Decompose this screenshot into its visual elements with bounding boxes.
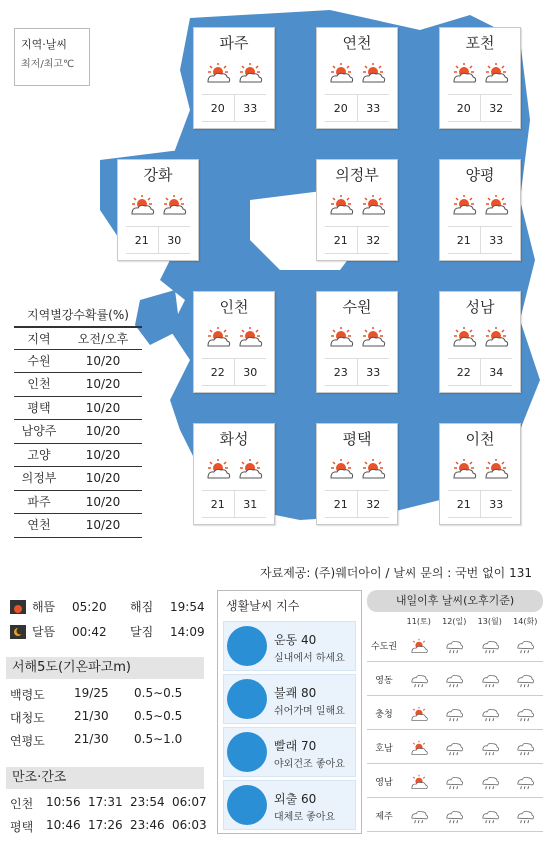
tide-time: 23:54 (130, 795, 165, 809)
wave-height: 0.5∼0.5 (134, 709, 183, 723)
forecast-region: 영남 (375, 778, 393, 788)
map-legend (14, 28, 90, 86)
precip-value: 10/20 (85, 400, 121, 415)
pm-sun-cloud-icon (482, 194, 510, 216)
rain-cloud-icon (472, 739, 508, 757)
city-low: 21 (448, 491, 481, 517)
outing-icon (227, 785, 267, 825)
am-sun-cloud-icon (204, 326, 232, 348)
pm-sun-cloud-icon (482, 458, 510, 480)
precip-title: 지역별강수확률(%) (27, 308, 129, 322)
rain-cloud-icon (437, 705, 473, 723)
tide-title: 만조·간조 (6, 767, 204, 789)
city-card (439, 27, 521, 129)
moonset-time: 14:09 (170, 624, 205, 639)
precip-table (14, 304, 142, 538)
table-row (14, 373, 142, 397)
wave-height: 0.5∼0.5 (134, 686, 183, 700)
pm-sun-cloud-icon (359, 194, 387, 216)
laundry-icon (227, 732, 267, 772)
forecast-day: 11(토) (406, 617, 431, 626)
table-row (14, 467, 142, 491)
rain-cloud-icon (472, 637, 508, 655)
tide-time: 10:46 (46, 818, 81, 832)
precip-region: 연천 (27, 518, 51, 532)
city-name: 성남 (465, 298, 495, 316)
forecast-row (367, 800, 543, 832)
rain-cloud-icon (508, 773, 544, 791)
precip-region: 수원 (27, 353, 51, 368)
precip-region: 평택 (27, 400, 51, 415)
city-name: 연천 (342, 34, 372, 52)
rain-cloud-icon (437, 739, 473, 757)
precip-head-region: 지역 (27, 332, 51, 346)
wave-temp: 21/30 (74, 709, 109, 723)
sunrise-time: 05:20 (72, 599, 107, 614)
sunset-label: 해짐 (130, 600, 154, 614)
forecast-row (367, 630, 543, 662)
index-desc: 대체로 좋아요 (274, 812, 336, 823)
am-sun-cloud-icon (327, 194, 355, 216)
forecast-day: 12(일) (442, 617, 467, 626)
forecast-panel (367, 590, 543, 834)
am-sun-cloud-icon (450, 62, 478, 84)
moonset-label: 달짐 (130, 625, 154, 639)
table-row (10, 686, 182, 703)
tide-time: 23:46 (130, 818, 165, 832)
city-name: 양평 (465, 166, 495, 184)
tide-time: 17:26 (88, 818, 123, 832)
wave-temp: 19/25 (74, 686, 109, 700)
city-name: 포천 (465, 34, 495, 52)
precip-value: 10/20 (85, 377, 121, 391)
sun-cloud-icon (401, 739, 437, 757)
precip-region: 인천 (27, 377, 51, 391)
sunrise-label: 해뜸 (32, 600, 56, 614)
precip-value: 10/20 (85, 494, 121, 509)
city-high: 33 (366, 366, 381, 379)
precip-value: 10/20 (85, 471, 121, 485)
city-high: 34 (489, 366, 504, 379)
data-credit: 자료제공: (주)웨더아이 / 날씨 문의 : 국번 없이 131 (260, 566, 532, 580)
index-label: 외출 60 (274, 792, 317, 806)
am-sun-cloud-icon (450, 194, 478, 216)
sunrise-row (10, 598, 205, 615)
precip-head-value: 오전/오후 (77, 332, 129, 346)
forecast-region: 영동 (375, 676, 393, 686)
pm-sun-cloud-icon (359, 62, 387, 84)
rain-cloud-icon (437, 807, 473, 825)
forecast-days (401, 616, 543, 627)
city-card (316, 291, 398, 393)
exercise-icon (227, 626, 267, 666)
index-label: 빨래 70 (274, 739, 317, 753)
pm-sun-cloud-icon (236, 62, 264, 84)
am-sun-cloud-icon (204, 458, 232, 480)
sunrise-icon (10, 600, 26, 614)
am-sun-cloud-icon (128, 194, 156, 216)
city-card (316, 159, 398, 261)
table-row (14, 444, 142, 468)
sunset-time: 19:54 (170, 599, 205, 614)
city-high: 32 (366, 498, 381, 511)
life-index-title: 생활날씨 지수 (226, 599, 300, 613)
city-card (193, 27, 275, 129)
city-card (316, 423, 398, 525)
table-row (14, 420, 142, 444)
precip-header (14, 326, 142, 350)
forecast-region: 수도권 (370, 642, 398, 652)
table-row (10, 818, 207, 835)
rain-cloud-icon (508, 671, 544, 689)
wave-place: 백령도 (10, 688, 45, 702)
city-low: 23 (325, 359, 358, 385)
tide-time: 17:31 (88, 795, 123, 809)
forecast-day: 13(월) (477, 617, 502, 626)
wave-place: 대청도 (10, 711, 45, 725)
table-row (14, 491, 142, 515)
rain-cloud-icon (437, 671, 473, 689)
forecast-row (367, 698, 543, 730)
city-name: 의정부 (335, 166, 379, 184)
city-high: 33 (489, 498, 504, 511)
city-high: 32 (489, 102, 504, 115)
index-label: 운동 40 (274, 633, 317, 647)
forecast-row (367, 766, 543, 798)
city-name: 강화 (143, 166, 173, 184)
wave-temp: 21/30 (74, 732, 109, 746)
moonrise-row (10, 623, 205, 640)
city-low: 21 (126, 227, 159, 253)
am-sun-cloud-icon (450, 458, 478, 480)
table-row (14, 397, 142, 421)
am-sun-cloud-icon (204, 62, 232, 84)
pm-sun-cloud-icon (359, 458, 387, 480)
index-item (223, 674, 356, 724)
rain-cloud-icon (472, 773, 508, 791)
sun-cloud-icon (401, 637, 437, 655)
discomfort-icon (227, 679, 267, 719)
tide-place: 인천 (10, 797, 34, 811)
forecast-title: 내일이후 날씨(오후기준) (367, 590, 543, 612)
am-sun-cloud-icon (327, 62, 355, 84)
city-low: 20 (202, 95, 235, 121)
city-high: 30 (243, 366, 258, 379)
city-high: 32 (366, 234, 381, 247)
am-sun-cloud-icon (327, 326, 355, 348)
tide-time: 06:03 (172, 818, 207, 832)
city-low: 21 (325, 491, 358, 517)
wave-place: 연평도 (10, 734, 45, 748)
precip-value: 10/20 (85, 424, 121, 438)
index-desc: 쉬어가며 일해요 (274, 706, 345, 717)
forecast-row (367, 664, 543, 696)
rain-cloud-icon (401, 671, 437, 689)
forecast-row (367, 732, 543, 764)
rain-cloud-icon (508, 807, 544, 825)
pm-sun-cloud-icon (236, 458, 264, 480)
sun-cloud-icon (401, 705, 437, 723)
pm-sun-cloud-icon (236, 326, 264, 348)
rain-cloud-icon (472, 705, 508, 723)
precip-region: 파주 (27, 494, 51, 509)
forecast-region: 충청 (375, 710, 393, 720)
city-card (117, 159, 199, 261)
precip-value: 10/20 (85, 353, 121, 368)
tide-time: 10:56 (46, 795, 81, 809)
city-card (316, 27, 398, 129)
precip-region: 남양주 (21, 424, 57, 438)
index-item (223, 621, 356, 671)
tide-place: 평택 (10, 820, 34, 834)
rain-cloud-icon (472, 807, 508, 825)
table-row (10, 709, 182, 726)
forecast-day: 14(화) (513, 617, 538, 626)
precip-value: 10/20 (85, 518, 121, 532)
city-name: 파주 (219, 34, 249, 52)
city-card (439, 159, 521, 261)
rain-cloud-icon (437, 637, 473, 655)
pm-sun-cloud-icon (482, 62, 510, 84)
am-sun-cloud-icon (327, 458, 355, 480)
forecast-region: 호남 (375, 744, 393, 754)
city-low: 20 (325, 95, 358, 121)
index-item (223, 727, 356, 777)
index-desc: 실내에서 하세요 (274, 653, 345, 664)
tide-time: 06:07 (172, 795, 207, 809)
city-name: 평택 (342, 430, 372, 448)
precip-region: 의정부 (21, 471, 57, 485)
am-sun-cloud-icon (450, 326, 478, 348)
city-low: 21 (448, 227, 481, 253)
legend-title: 지역·날씨 (21, 38, 68, 51)
moonrise-label: 달뜸 (32, 625, 56, 639)
table-row (10, 795, 207, 812)
moonrise-time: 00:42 (72, 624, 107, 639)
index-item (223, 780, 356, 830)
rain-cloud-icon (508, 705, 544, 723)
city-low: 20 (448, 95, 481, 121)
table-row (14, 350, 142, 374)
wave-height: 0.5∼1.0 (134, 732, 183, 746)
city-high: 30 (167, 234, 182, 247)
city-low: 21 (202, 491, 235, 517)
city-card (439, 291, 521, 393)
index-label: 불쾌 80 (274, 686, 317, 700)
city-high: 33 (489, 234, 504, 247)
rain-cloud-icon (508, 637, 544, 655)
forecast-region: 제주 (375, 812, 393, 822)
city-name: 이천 (465, 430, 495, 448)
city-card (193, 423, 275, 525)
precip-region: 고양 (27, 447, 51, 462)
table-row (10, 732, 182, 749)
city-card (193, 291, 275, 393)
pm-sun-cloud-icon (482, 326, 510, 348)
rain-cloud-icon (508, 739, 544, 757)
moon-icon (10, 625, 26, 639)
city-card (439, 423, 521, 525)
rain-cloud-icon (472, 671, 508, 689)
table-row (14, 514, 142, 538)
city-high: 33 (366, 102, 381, 115)
city-name: 인천 (219, 298, 249, 316)
city-name: 수원 (342, 298, 372, 316)
life-index-panel (217, 590, 362, 834)
city-high: 31 (243, 498, 258, 511)
city-name: 화성 (219, 430, 249, 448)
pm-sun-cloud-icon (359, 326, 387, 348)
city-low: 21 (325, 227, 358, 253)
sun-cloud-icon (401, 773, 437, 791)
city-low: 22 (202, 359, 235, 385)
rain-cloud-icon (437, 773, 473, 791)
legend-unit: 최저/최고℃ (21, 59, 75, 70)
rain-cloud-icon (401, 807, 437, 825)
city-high: 33 (243, 102, 258, 115)
index-desc: 야외건조 좋아요 (274, 759, 345, 770)
precip-value: 10/20 (85, 447, 121, 462)
pm-sun-cloud-icon (160, 194, 188, 216)
waves-title: 서해5도(기온파고m) (6, 657, 204, 679)
city-low: 22 (448, 359, 481, 385)
